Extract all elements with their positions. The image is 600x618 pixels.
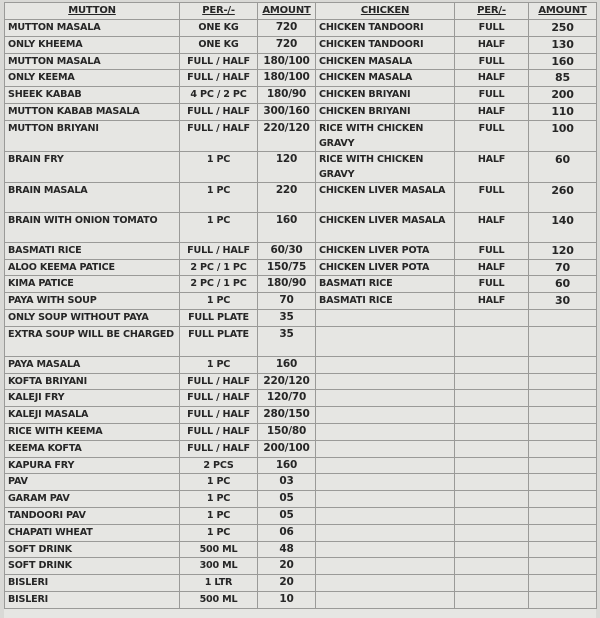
- mutton-item-name: ONLY SOUP WITHOUT PAYA: [5, 309, 180, 326]
- chicken-item-portion: FULL: [455, 182, 529, 212]
- mutton-item-name: SHEEK KABAB: [5, 87, 180, 104]
- mutton-item-portion: 500 ML: [180, 541, 258, 558]
- chicken-item-name: CHICKEN LIVER MASALA: [316, 212, 455, 242]
- chicken-item-name: RICE WITH CHICKEN GRAVY: [316, 151, 455, 182]
- table-row: [5, 541, 597, 558]
- chicken-header: CHICKEN: [316, 3, 455, 20]
- mutton-item-name: CHAPATI WHEAT: [5, 524, 180, 541]
- mutton-item-portion: FULL PLATE: [180, 309, 258, 326]
- chicken-item-name: BASMATI RICE: [316, 276, 455, 293]
- mutton-item-price: 70: [258, 293, 316, 310]
- mutton-item-portion: FULL / HALF: [180, 53, 258, 70]
- chicken-item-price: 250: [529, 20, 597, 37]
- mutton-item-price: 10: [258, 591, 316, 608]
- table-row: [5, 120, 597, 151]
- mutton-item-price: 120: [258, 151, 316, 182]
- chicken-item-price: 160: [529, 53, 597, 70]
- mutton-item-portion: FULL / HALF: [180, 390, 258, 407]
- chicken-item-name: [316, 474, 455, 491]
- table-row: [5, 70, 597, 87]
- chicken-item-portion: [455, 440, 529, 457]
- table-row: [5, 558, 597, 575]
- mutton-item-name: MUTTON MASALA: [5, 20, 180, 37]
- chicken-item-price: [529, 507, 597, 524]
- mutton-item-price: 180/100: [258, 53, 316, 70]
- mutton-item-name: MUTTON BRIYANI: [5, 120, 180, 151]
- mutton-item-name: BASMATI RICE: [5, 242, 180, 259]
- chicken-item-name: CHICKEN MASALA: [316, 70, 455, 87]
- chicken-item-name: CHICKEN TANDOORI: [316, 36, 455, 53]
- mutton-item-price: 150/80: [258, 423, 316, 440]
- chicken-item-name: [316, 309, 455, 326]
- mutton-item-price: 160: [258, 212, 316, 242]
- mutton-item-price: 05: [258, 491, 316, 508]
- chicken-item-portion: FULL: [455, 20, 529, 37]
- mutton-item-portion: 1 PC: [180, 356, 258, 373]
- mutton-item-name: KOFTA BRIYANI: [5, 373, 180, 390]
- table-row: [5, 293, 597, 310]
- mutton-item-name: BISLERI: [5, 591, 180, 608]
- mutton-item-name: RICE WITH KEEMA: [5, 423, 180, 440]
- price-table: [4, 2, 597, 609]
- mutton-item-portion: ONE KG: [180, 20, 258, 37]
- chicken-item-price: 60: [529, 276, 597, 293]
- table-row: [5, 591, 597, 608]
- table-row: [5, 53, 597, 70]
- mutton-item-name: SOFT DRINK: [5, 541, 180, 558]
- mutton-item-name: BISLERI: [5, 575, 180, 592]
- amount-header-right: AMOUNT: [529, 3, 597, 20]
- mutton-item-name: PAYA MASALA: [5, 356, 180, 373]
- table-row: [5, 326, 597, 356]
- table-row: [5, 36, 597, 53]
- mutton-item-name: BRAIN FRY: [5, 151, 180, 182]
- table-row: [5, 457, 597, 474]
- mutton-item-name: ONLY KEEMA: [5, 70, 180, 87]
- chicken-item-price: 70: [529, 259, 597, 276]
- chicken-item-name: CHICKEN TANDOORI: [316, 20, 455, 37]
- table-row: [5, 423, 597, 440]
- mutton-item-portion: 4 PC / 2 PC: [180, 87, 258, 104]
- chicken-item-name: CHICKEN BRIYANI: [316, 87, 455, 104]
- header-row: [5, 3, 597, 20]
- chicken-item-price: [529, 524, 597, 541]
- mutton-item-price: 160: [258, 356, 316, 373]
- mutton-item-portion: 1 PC: [180, 182, 258, 212]
- chicken-item-portion: [455, 575, 529, 592]
- mutton-item-price: 06: [258, 524, 316, 541]
- mutton-item-price: 150/75: [258, 259, 316, 276]
- chicken-item-price: 130: [529, 36, 597, 53]
- chicken-item-portion: HALF: [455, 259, 529, 276]
- chicken-item-name: [316, 356, 455, 373]
- mutton-item-portion: FULL / HALF: [180, 440, 258, 457]
- chicken-item-portion: [455, 356, 529, 373]
- mutton-item-portion: 1 PC: [180, 507, 258, 524]
- chicken-item-portion: HALF: [455, 293, 529, 310]
- chicken-item-name: CHICKEN BRIYANI: [316, 103, 455, 120]
- mutton-item-name: TANDOORI PAV: [5, 507, 180, 524]
- mutton-item-name: BRAIN MASALA: [5, 182, 180, 212]
- mutton-item-portion: 2 PC / 1 PC: [180, 259, 258, 276]
- mutton-item-name: KEEMA KOFTA: [5, 440, 180, 457]
- mutton-item-price: 220/120: [258, 373, 316, 390]
- chicken-item-name: [316, 390, 455, 407]
- chicken-item-portion: [455, 507, 529, 524]
- chicken-item-portion: [455, 558, 529, 575]
- mutton-item-name: BRAIN WITH ONION TOMATO: [5, 212, 180, 242]
- mutton-item-portion: 500 ML: [180, 591, 258, 608]
- mutton-item-name: KIMA PATICE: [5, 276, 180, 293]
- chicken-item-name: CHICKEN MASALA: [316, 53, 455, 70]
- chicken-item-price: 110: [529, 103, 597, 120]
- table-row: [5, 356, 597, 373]
- chicken-item-portion: FULL: [455, 120, 529, 151]
- mutton-item-portion: 1 PC: [180, 524, 258, 541]
- table-row: [5, 474, 597, 491]
- table-row: [5, 575, 597, 592]
- chicken-item-price: [529, 457, 597, 474]
- mutton-item-price: 48: [258, 541, 316, 558]
- chicken-item-portion: [455, 407, 529, 424]
- chicken-item-name: RICE WITH CHICKEN GRAVY: [316, 120, 455, 151]
- table-row: [5, 309, 597, 326]
- mutton-item-portion: 1 LTR: [180, 575, 258, 592]
- chicken-item-price: [529, 373, 597, 390]
- mutton-item-price: 720: [258, 36, 316, 53]
- mutton-item-price: 60/30: [258, 242, 316, 259]
- chicken-item-portion: [455, 524, 529, 541]
- chicken-item-portion: [455, 457, 529, 474]
- chicken-item-name: [316, 558, 455, 575]
- chicken-item-price: [529, 440, 597, 457]
- mutton-item-name: KALEJI FRY: [5, 390, 180, 407]
- table-row: [5, 242, 597, 259]
- chicken-item-price: 120: [529, 242, 597, 259]
- chicken-item-price: [529, 423, 597, 440]
- mutton-item-portion: ONE KG: [180, 36, 258, 53]
- chicken-item-name: CHICKEN LIVER POTA: [316, 242, 455, 259]
- mutton-item-price: 03: [258, 474, 316, 491]
- table-row: [5, 20, 597, 37]
- chicken-item-name: [316, 524, 455, 541]
- mutton-item-portion: FULL PLATE: [180, 326, 258, 356]
- mutton-item-price: 220: [258, 182, 316, 212]
- chicken-item-price: [529, 491, 597, 508]
- table-row: [5, 524, 597, 541]
- chicken-item-price: [529, 541, 597, 558]
- mutton-item-portion: FULL / HALF: [180, 242, 258, 259]
- mutton-item-price: 180/100: [258, 70, 316, 87]
- amount-header-left: AMOUNT: [258, 3, 316, 20]
- mutton-item-portion: FULL / HALF: [180, 423, 258, 440]
- mutton-item-price: 300/160: [258, 103, 316, 120]
- mutton-item-name: KALEJI MASALA: [5, 407, 180, 424]
- table-row: [5, 373, 597, 390]
- chicken-item-name: [316, 440, 455, 457]
- chicken-item-name: [316, 373, 455, 390]
- table-row: [5, 407, 597, 424]
- table-row: [5, 440, 597, 457]
- chicken-item-price: 60: [529, 151, 597, 182]
- chicken-item-portion: HALF: [455, 151, 529, 182]
- chicken-item-name: BASMATI RICE: [316, 293, 455, 310]
- chicken-item-portion: FULL: [455, 53, 529, 70]
- chicken-item-price: 200: [529, 87, 597, 104]
- mutton-item-portion: 2 PCS: [180, 457, 258, 474]
- menu-sheet: [4, 2, 596, 618]
- mutton-item-name: ONLY KHEEMA: [5, 36, 180, 53]
- mutton-item-portion: 1 PC: [180, 293, 258, 310]
- table-row: [5, 87, 597, 104]
- mutton-item-name: EXTRA SOUP WILL BE CHARGED: [5, 326, 180, 356]
- mutton-item-name: SOFT DRINK: [5, 558, 180, 575]
- chicken-item-name: [316, 423, 455, 440]
- mutton-item-name: KAPURA FRY: [5, 457, 180, 474]
- mutton-item-name: GARAM PAV: [5, 491, 180, 508]
- chicken-item-portion: HALF: [455, 70, 529, 87]
- mutton-item-price: 120/70: [258, 390, 316, 407]
- chicken-item-name: [316, 507, 455, 524]
- chicken-item-price: 85: [529, 70, 597, 87]
- chicken-item-portion: [455, 309, 529, 326]
- per-header-left: PER-/-: [180, 3, 258, 20]
- mutton-item-portion: 300 ML: [180, 558, 258, 575]
- chicken-item-portion: [455, 491, 529, 508]
- chicken-item-portion: [455, 541, 529, 558]
- mutton-item-price: 05: [258, 507, 316, 524]
- chicken-item-price: 140: [529, 212, 597, 242]
- mutton-item-portion: FULL / HALF: [180, 103, 258, 120]
- chicken-item-name: CHICKEN LIVER POTA: [316, 259, 455, 276]
- chicken-item-name: CHICKEN LIVER MASALA: [316, 182, 455, 212]
- mutton-item-name: MUTTON KABAB MASALA: [5, 103, 180, 120]
- chicken-item-name: [316, 326, 455, 356]
- chicken-item-portion: [455, 373, 529, 390]
- chicken-item-portion: [455, 474, 529, 491]
- mutton-item-price: 180/90: [258, 87, 316, 104]
- mutton-item-portion: 1 PC: [180, 212, 258, 242]
- chicken-item-price: [529, 356, 597, 373]
- chicken-item-name: [316, 407, 455, 424]
- chicken-item-price: [529, 390, 597, 407]
- chicken-item-name: [316, 457, 455, 474]
- chicken-item-portion: FULL: [455, 242, 529, 259]
- chicken-item-price: 30: [529, 293, 597, 310]
- mutton-item-name: MUTTON MASALA: [5, 53, 180, 70]
- mutton-item-price: 160: [258, 457, 316, 474]
- mutton-item-price: 180/90: [258, 276, 316, 293]
- mutton-item-name: ALOO KEEMA PATICE: [5, 259, 180, 276]
- table-row: [5, 507, 597, 524]
- mutton-item-name: PAV: [5, 474, 180, 491]
- mutton-item-price: 280/150: [258, 407, 316, 424]
- mutton-item-price: 20: [258, 575, 316, 592]
- per-header-right: PER/-: [455, 3, 529, 20]
- table-row: [5, 491, 597, 508]
- chicken-item-name: [316, 591, 455, 608]
- mutton-item-portion: 1 PC: [180, 151, 258, 182]
- chicken-item-name: [316, 575, 455, 592]
- mutton-item-portion: FULL / HALF: [180, 70, 258, 87]
- table-row: [5, 276, 597, 293]
- mutton-item-price: 35: [258, 326, 316, 356]
- mutton-item-price: 200/100: [258, 440, 316, 457]
- chicken-item-price: [529, 575, 597, 592]
- chicken-item-price: [529, 474, 597, 491]
- chicken-item-portion: HALF: [455, 36, 529, 53]
- chicken-item-portion: [455, 423, 529, 440]
- chicken-item-portion: HALF: [455, 212, 529, 242]
- chicken-item-price: [529, 407, 597, 424]
- chicken-item-price: [529, 326, 597, 356]
- mutton-item-portion: FULL / HALF: [180, 120, 258, 151]
- mutton-item-price: 720: [258, 20, 316, 37]
- table-row: [5, 151, 597, 182]
- chicken-item-portion: HALF: [455, 103, 529, 120]
- mutton-item-portion: 1 PC: [180, 491, 258, 508]
- chicken-item-name: [316, 541, 455, 558]
- chicken-item-price: 100: [529, 120, 597, 151]
- mutton-item-price: 35: [258, 309, 316, 326]
- table-row: [5, 103, 597, 120]
- chicken-item-portion: FULL: [455, 276, 529, 293]
- chicken-item-price: [529, 591, 597, 608]
- mutton-item-portion: FULL / HALF: [180, 373, 258, 390]
- chicken-item-portion: [455, 390, 529, 407]
- table-row: [5, 390, 597, 407]
- chicken-item-price: [529, 309, 597, 326]
- chicken-item-portion: [455, 591, 529, 608]
- mutton-item-portion: 1 PC: [180, 474, 258, 491]
- chicken-item-price: [529, 558, 597, 575]
- table-row: [5, 259, 597, 276]
- mutton-item-price: 220/120: [258, 120, 316, 151]
- mutton-item-name: PAYA WITH SOUP: [5, 293, 180, 310]
- chicken-item-name: [316, 491, 455, 508]
- chicken-item-portion: [455, 326, 529, 356]
- chicken-item-price: 260: [529, 182, 597, 212]
- mutton-item-portion: FULL / HALF: [180, 407, 258, 424]
- mutton-item-price: 20: [258, 558, 316, 575]
- chicken-item-portion: FULL: [455, 87, 529, 104]
- table-row: [5, 182, 597, 212]
- table-row: [5, 212, 597, 242]
- mutton-header: MUTTON: [5, 3, 180, 20]
- mutton-item-portion: 2 PC / 1 PC: [180, 276, 258, 293]
